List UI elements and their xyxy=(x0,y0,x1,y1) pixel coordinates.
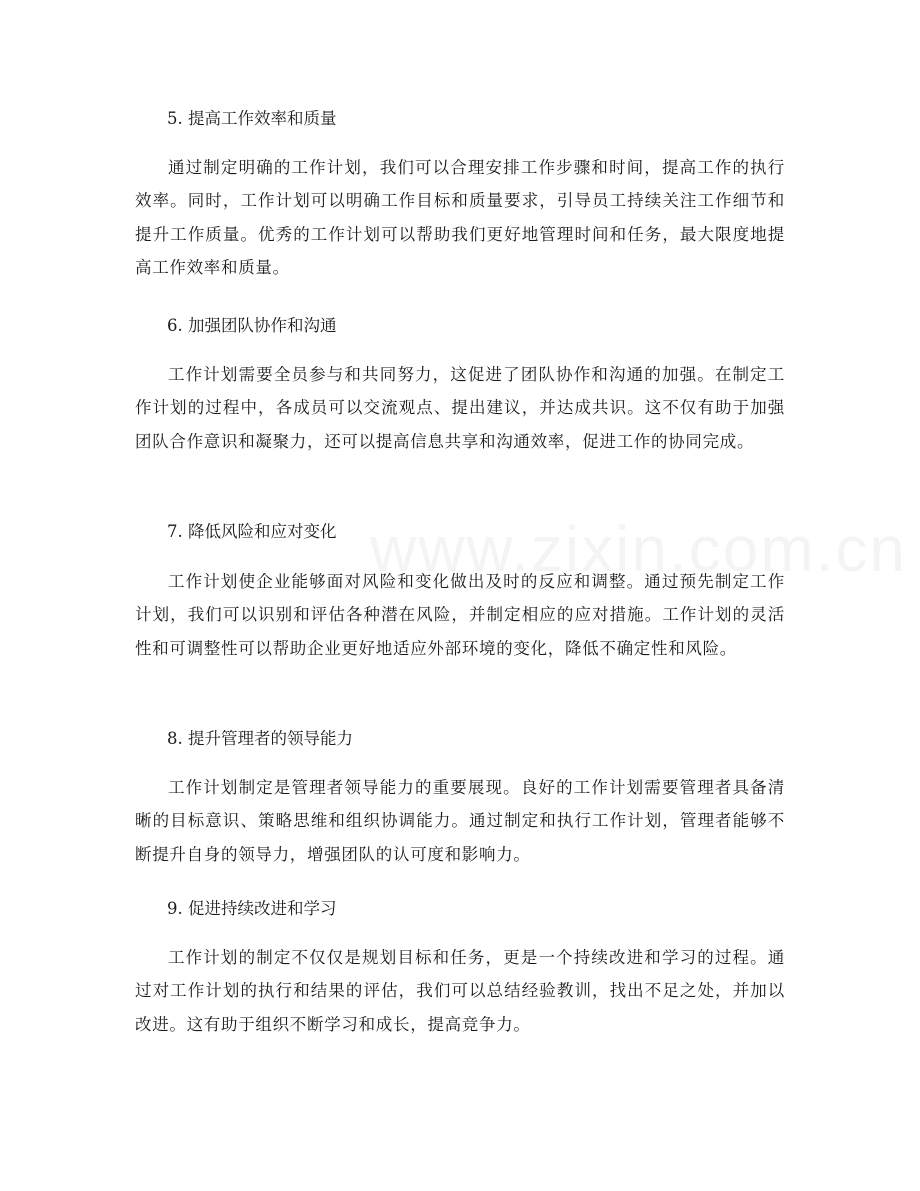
section-body-9: 工作计划的制定不仅仅是规划目标和任务，更是一个持续改进和学习的过程。通过对工作计划的执行和结果的评估，我们可以总结经验教训，找出不足之处，并加以改进。这有助于组织不断学习和成长，提高竞争力。 xyxy=(135,948,785,1034)
section-body-8: 工作计划制定是管理者领导能力的重要展现。良好的工作计划需要管理者具备清晰的目标意识、策略思维和组织协调能力。通过制定和执行工作计划，管理者能够不断提升自身的领导力，增强团队的认可度和影响力。 xyxy=(135,778,785,864)
section-heading-9: 9. 促进持续改进和学习 xyxy=(167,899,337,918)
section-body-5: 通过制定明确的工作计划，我们可以合理安排工作步骤和时间，提高工作的执行效率。同时，工作计划可以明确工作目标和质量要求，引导员工持续关注工作细节和提升工作质量。优秀的工作计划可以帮助我们更好地管理时间和任务，最大限度地提高工作效率和质量。 xyxy=(135,158,785,277)
section-heading-6: 6. 加强团队协作和沟通 xyxy=(167,316,337,335)
section-heading-5: 5. 提高工作效率和质量 xyxy=(167,109,337,128)
section-body-7: 工作计划使企业能够面对风险和变化做出及时的反应和调整。通过预先制定工作计划，我们可以识别和评估各种潜在风险，并制定相应的应对措施。工作计划的灵活性和可调整性可以帮助企业更好地适应外部环境的变化，降低不确定性和风险。 xyxy=(135,572,785,658)
section-heading-8: 8. 提升管理者的领导能力 xyxy=(167,729,353,748)
section-body-6: 工作计划需要全员参与和共同努力，这促进了团队协作和沟通的加强。在制定工作计划的过程中，各成员可以交流观点、提出建议，并达成共识。这不仅有助于加强团队合作意识和凝聚力，还可以提高信息共享和沟通效率，促进工作的协同完成。 xyxy=(135,365,785,451)
section-heading-7: 7. 降低风险和应对变化 xyxy=(167,522,337,541)
